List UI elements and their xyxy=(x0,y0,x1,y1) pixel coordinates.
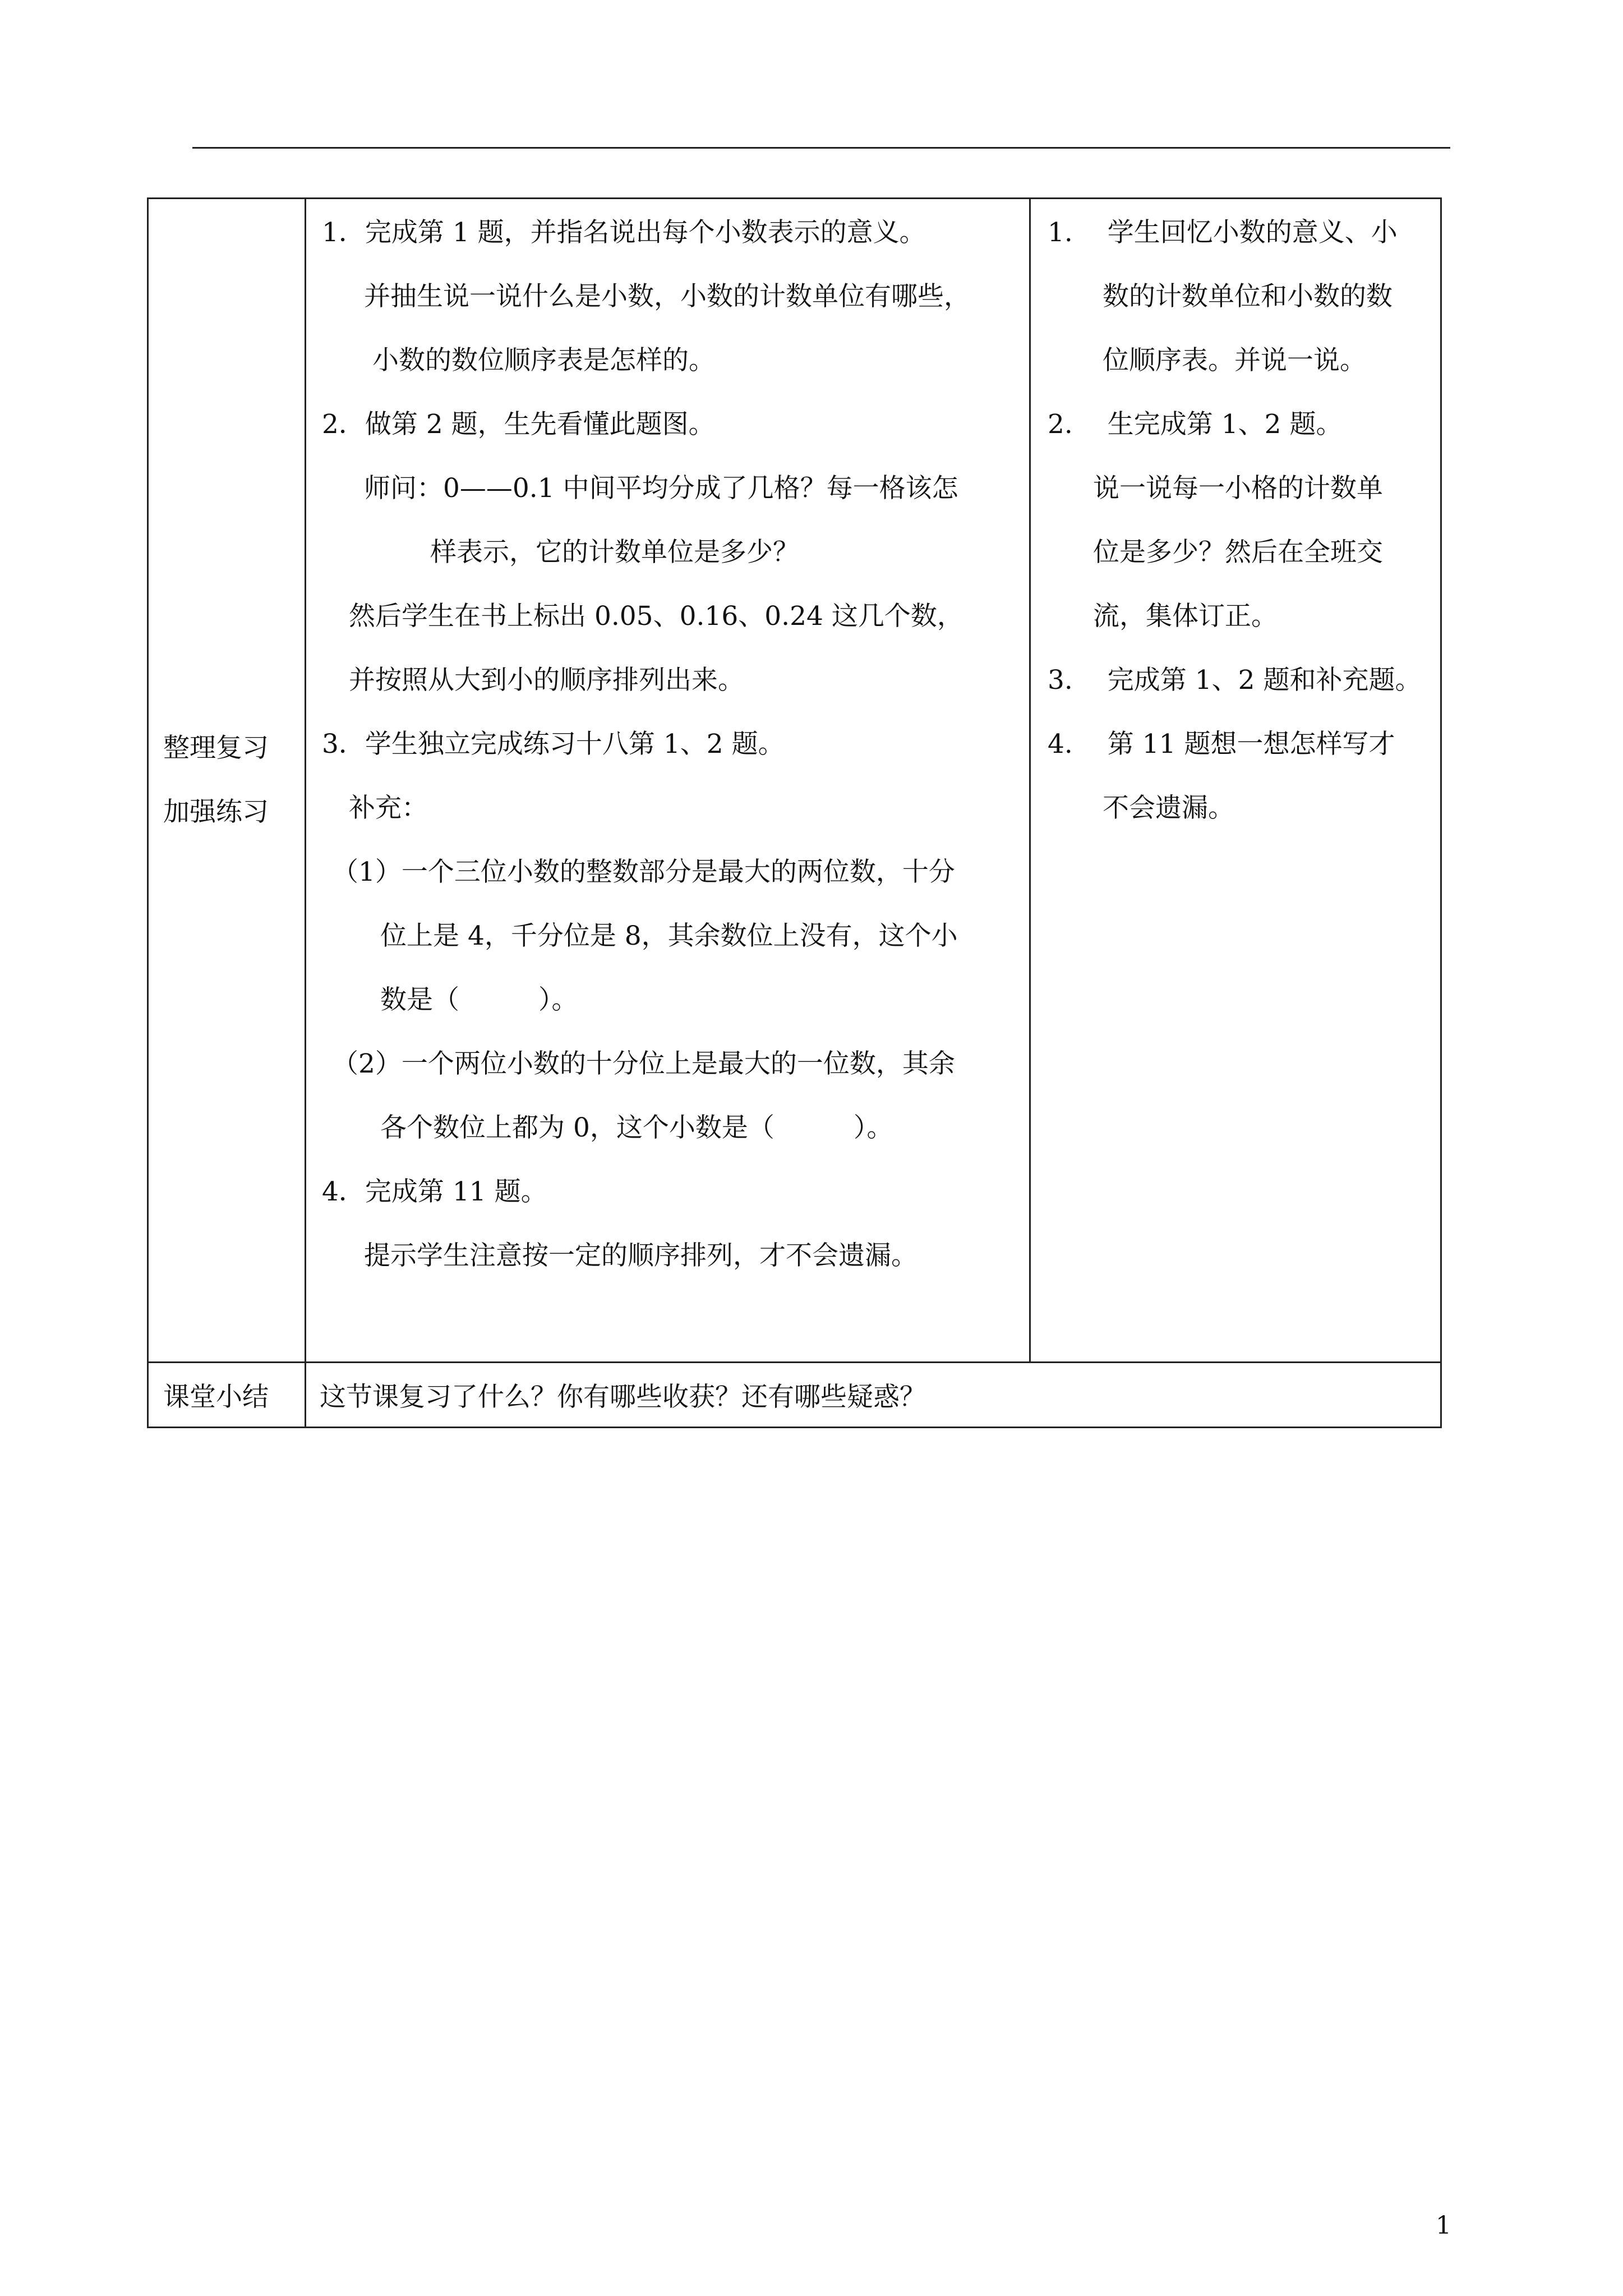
teacher-line: 2．做第 2 题，生先看懂此题图。 xyxy=(322,409,715,440)
page-number: 1 xyxy=(1436,2211,1451,2240)
teacher-line: 并抽生说一说什么是小数，小数的计数单位有哪些， xyxy=(364,281,970,312)
teacher-line: 各个数位上都为 0，这个小数是（ ）。 xyxy=(380,1112,893,1143)
teacher-line: （2）一个两位小数的十分位上是最大的一位数，其余 xyxy=(332,1048,955,1079)
lesson-plan-table xyxy=(147,197,1442,1428)
teacher-line: 提示学生注意按一定的顺序排列，才不会遗漏。 xyxy=(364,1240,917,1271)
student-activity-cell xyxy=(1030,199,1441,1363)
teacher-line: （1）一个三位小数的整数部分是最大的两位数，十分 xyxy=(332,857,955,887)
summary-text: 这节课复习了什么？你有哪些收获？还有哪些疑惑？ xyxy=(306,1363,1441,1428)
table-row xyxy=(148,1363,1441,1428)
student-line: 1. 学生回忆小数的意义、小 xyxy=(1048,217,1398,248)
teacher-line: 然后学生在书上标出 0.05、0.16、0.24 这几个数， xyxy=(349,601,963,632)
student-line: 说一说每一小格的计数单 xyxy=(1093,473,1383,504)
student-line: 不会遗漏。 xyxy=(1103,793,1234,823)
section-label-cell xyxy=(148,199,306,1363)
student-line: 数的计数单位和小数的数 xyxy=(1103,281,1393,312)
teacher-line: 并按照从大到小的顺序排列出来。 xyxy=(349,665,744,696)
summary-label: 课堂小结 xyxy=(148,1363,306,1428)
teacher-line: 补充： xyxy=(349,793,428,823)
student-line: 位是多少？然后在全班交 xyxy=(1093,537,1383,568)
table-row xyxy=(148,199,1441,1363)
teacher-line: 小数的数位顺序表是怎样的。 xyxy=(372,345,715,376)
teacher-line: 4．完成第 11 题。 xyxy=(322,1176,547,1207)
section-label-line: 加强练习 xyxy=(163,797,269,827)
section-label-line: 整理复习 xyxy=(163,733,269,763)
header-rule xyxy=(192,147,1450,149)
teacher-line: 3．学生独立完成练习十八第 1、2 题。 xyxy=(322,729,785,760)
teacher-line: 师问：0——0.1 中间平均分成了几格？每一格该怎 xyxy=(364,473,958,504)
teacher-line: 数是（ ）。 xyxy=(380,984,578,1015)
teacher-line: 位上是 4，千分位是 8，其余数位上没有，这个小 xyxy=(380,921,958,951)
student-line: 4. 第 11 题想一想怎样写才 xyxy=(1048,729,1395,760)
teacher-activity-cell xyxy=(306,199,1030,1363)
student-line: 位顺序表。并说一说。 xyxy=(1103,345,1366,376)
student-line: 3. 完成第 1、2 题和补充题。 xyxy=(1048,665,1422,696)
student-line: 流，集体订正。 xyxy=(1093,601,1278,632)
student-line: 2. 生完成第 1、2 题。 xyxy=(1048,409,1343,440)
teacher-line: 1．完成第 1 题，并指名说出每个小数表示的意义。 xyxy=(322,217,926,248)
teacher-line: 样表示，它的计数单位是多少？ xyxy=(430,537,799,568)
